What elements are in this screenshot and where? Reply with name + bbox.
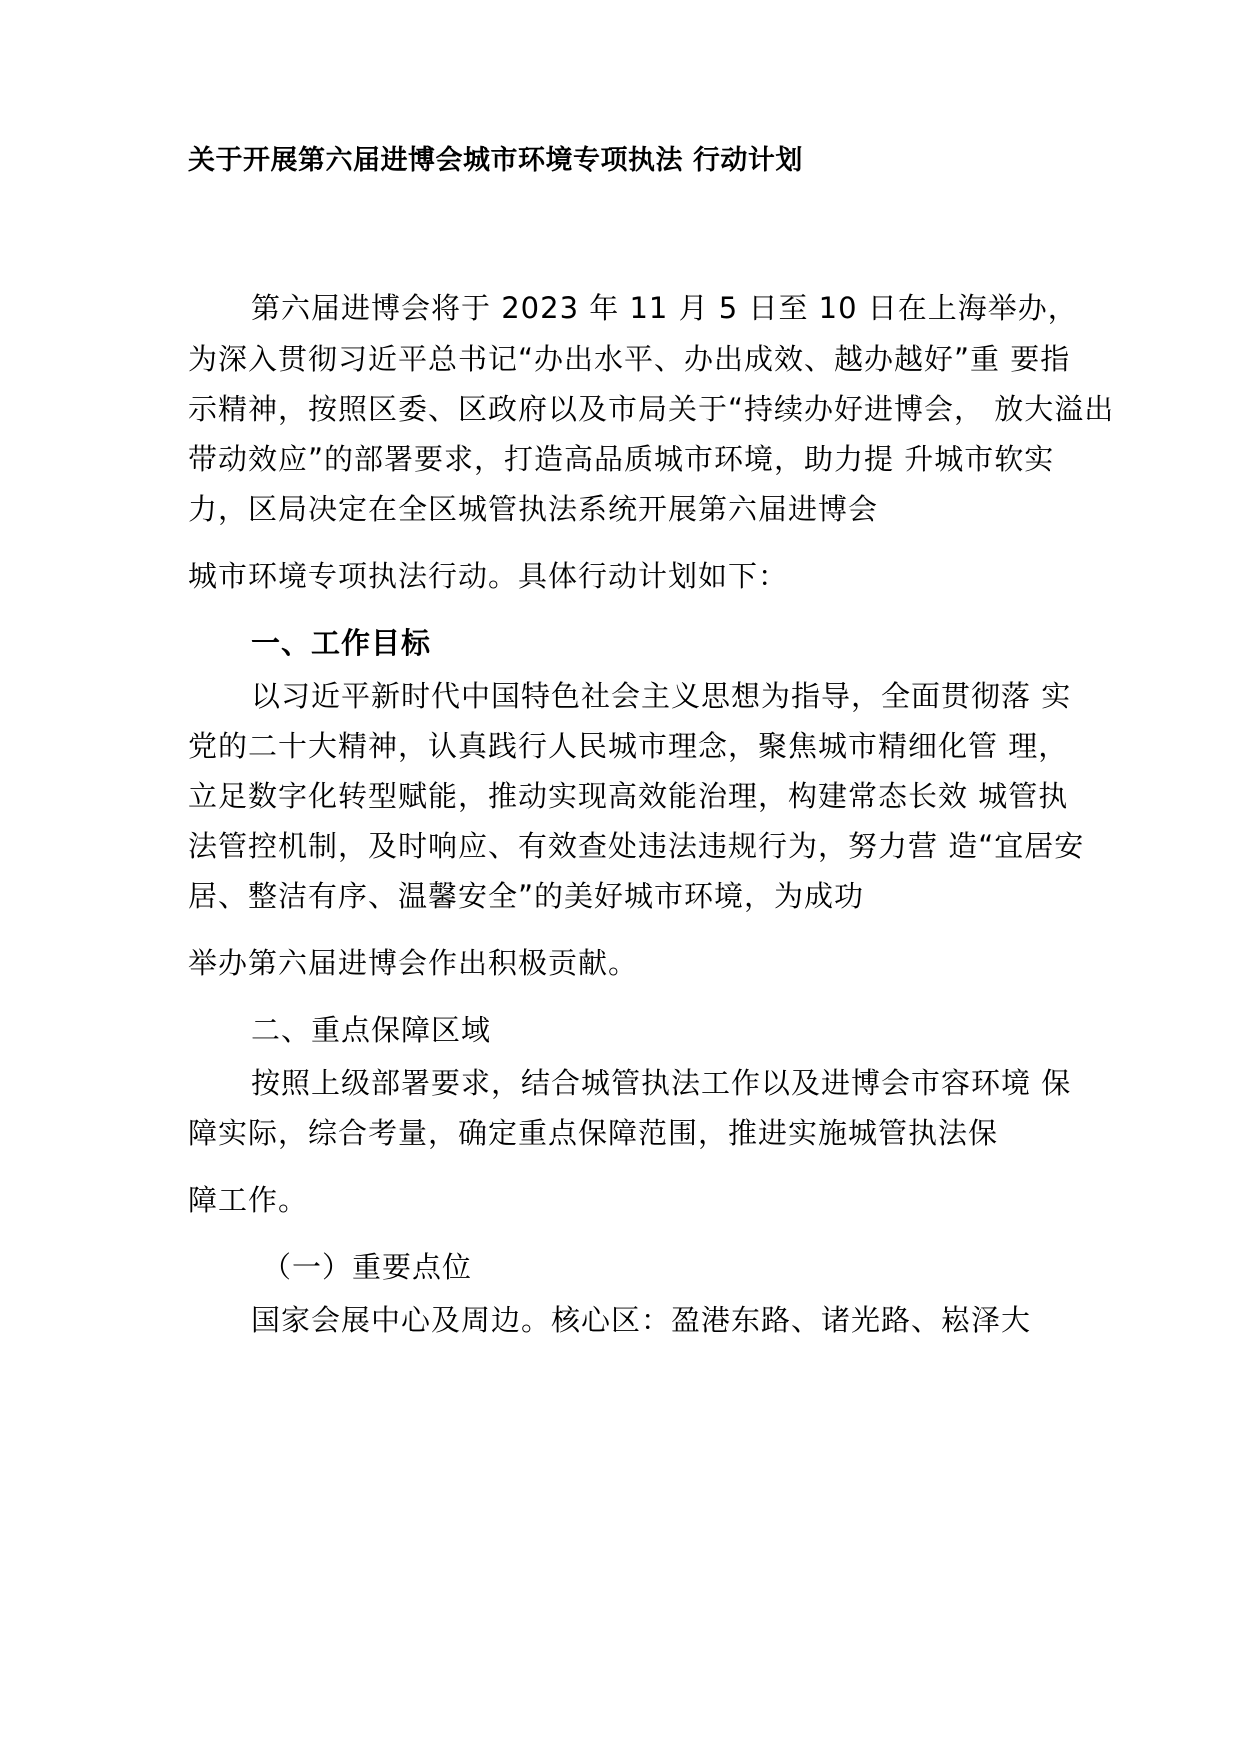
intro-line-3: 示精神，按照区委、区政府以及市局关于“持续办好进博会， 放大溢出	[188, 392, 1115, 426]
subsection-1-heading: （一）重要点位	[262, 1250, 473, 1284]
section-2-line-1: 按照上级部署要求，结合城管执法工作以及进博会市容环境 保	[251, 1066, 1072, 1100]
section-2-heading: 二、重点保障区域	[251, 1013, 492, 1047]
section-2-line-2: 障实际，综合考量，确定重点保障范围，推进实施城管执法保	[188, 1116, 999, 1150]
subsection-1-line-1: 国家会展中心及周边。核心区：盈港东路、诸光路、崧泽大	[251, 1303, 1032, 1337]
intro-line-6: 城市环境专项执法行动。具体行动计划如下：	[188, 559, 789, 593]
section-1-line-2: 党的二十大精神，认真践行人民城市理念，聚焦城市精细化管 理，	[188, 729, 1069, 763]
intro-line-1: 第六届进博会将于 2023 年 11 月 5 日至 10 日在上海举办，	[251, 291, 1078, 325]
section-1-line-5: 居、整洁有序、温馨安全”的美好城市环境，为成功	[188, 879, 865, 913]
section-1-line-6: 举办第六届进博会作出积极贡献。	[188, 946, 639, 980]
document-title: 关于开展第六届进博会城市环境专项执法 行动计划	[188, 145, 803, 176]
section-1-line-1: 以习近平新时代中国特色社会主义思想为指导，全面贯彻落 实	[251, 679, 1072, 713]
intro-line-4: 带动效应”的部署要求，打造高品质城市环境，助力提 升城市软实	[188, 442, 1055, 476]
intro-line-2: 为深入贯彻习近平总书记“办出水平、办出成效、越办越好”重 要指	[188, 342, 1071, 376]
intro-line-5: 力，区局决定在全区城管执法系统开展第六届进博会	[188, 492, 879, 526]
section-1-line-3: 立足数字化转型赋能，推动实现高效能治理，构建常态长效 城管执	[188, 779, 1069, 813]
section-2-line-3: 障工作。	[188, 1183, 309, 1217]
section-1-line-4: 法管控机制，及时响应、有效查处违法违规行为，努力营 造“宜居安	[188, 829, 1085, 863]
section-1-heading: 一、工作目标	[251, 626, 432, 660]
